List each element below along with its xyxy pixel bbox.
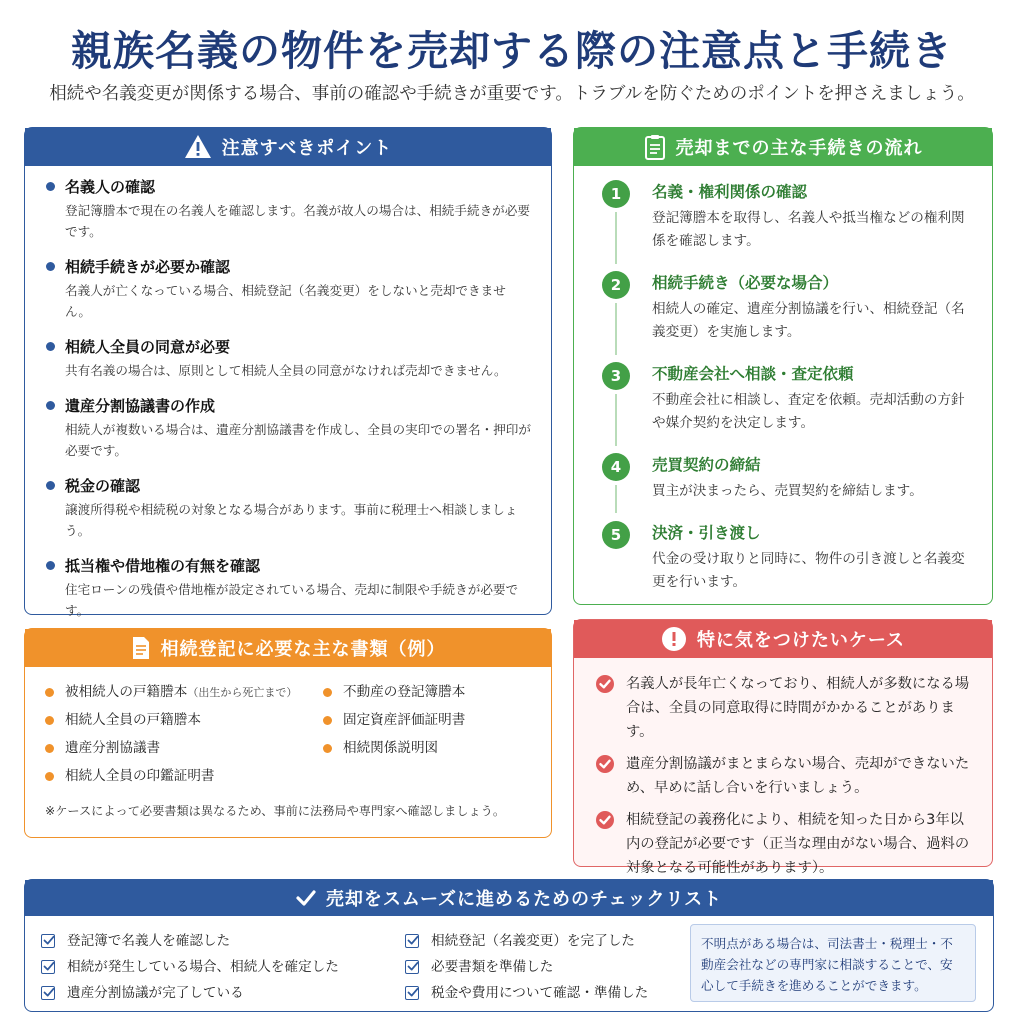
flow-step [602,453,976,503]
point-item [45,475,531,541]
step-connector [615,485,617,513]
bullet-dot [46,401,55,410]
step-connector [615,303,617,355]
step-body: 不動産会社に相談し、査定を依頼。売却活動の方針や媒介契約を決定します。 [652,392,965,431]
point-item [45,256,531,322]
step-number: 1 [602,180,630,208]
checklist-label: 相続登記（名義変更）を完了した [431,933,635,949]
point-title: 相続手続きが必要か確認 [65,258,231,276]
point-body: 登記簿謄本で現在の名義人を確認します。名義が故人の場合は、相続手続きが必要です。 [65,203,530,239]
step-body: 代金の受け取りと同時に、物件の引き渡しと名義変更を行います。 [652,551,965,590]
doc-label: 遺産分割協議書 [65,740,161,756]
cases-panel [573,619,993,876]
case-item [596,808,974,880]
cases-title: 特に気をつけたいケース [696,630,906,651]
doc-item [323,711,543,730]
bullet-dot [323,744,332,753]
docs-list [25,667,551,786]
checklist-column-1 [41,928,339,1006]
step-number: 2 [602,271,630,299]
flow-panel [573,127,993,605]
points-title: 注意すべきポイント [221,138,393,159]
flow-header [574,128,992,166]
point-item [45,555,531,621]
bullet-dot [46,262,55,271]
points-list [25,166,551,621]
checkbox-icon[interactable] [41,986,55,1000]
flow-steps [574,166,992,594]
doc-label-note: （出生から死亡まで） [187,686,298,699]
checklist-panel [24,879,994,1012]
doc-label: 相続人全員の印鑑証明書 [65,768,215,784]
docs-header [25,629,551,667]
bullet-dot [46,481,55,490]
check-circle-icon [596,675,614,693]
step-number: 3 [602,362,630,390]
docs-title: 相続登記に必要な主な書類（例） [160,639,446,660]
points-header [25,128,551,166]
point-title: 税金の確認 [65,477,141,495]
case-item [596,752,974,800]
advice-box: 不明点がある場合は、司法書士・税理士・不動産会社などの専門家に相談することで、安心して手続きを進めることができます。 [690,924,976,1002]
point-item [45,336,531,381]
step-body: 相続人の確定、遺産分割協議を行い、相続登記（名義変更）を実施します。 [652,301,965,340]
doc-item [45,767,323,786]
checklist-column-2 [405,928,648,1006]
cases-header [574,620,992,658]
checklist-label: 遺産分割協議が完了している [67,985,244,1001]
bullet-dot [323,688,332,697]
case-text: 名義人が長年亡くなっており、相続人が多数になる場合は、全員の同意取得に時間がかかることがあります。 [626,676,970,740]
warning-icon [184,134,212,160]
check-circle-icon [596,811,614,829]
step-number: 4 [602,453,630,481]
doc-label: 被相続人の戸籍謄本 [65,684,188,700]
check-icon [296,889,316,907]
step-number: 5 [602,521,630,549]
step-title: 相続手続き（必要な場合） [652,274,839,292]
page-title: 親族名義の物件を売却する際の注意点と手続き [71,27,953,75]
point-body: 名義人が亡くなっている場合、相続登記（名義変更）をしないと売却できません。 [65,283,506,319]
case-text: 遺産分割協議がまとまらない場合、売却ができないため、早めに話し合いを行いましょう。 [626,756,970,796]
point-item [45,176,531,242]
point-body: 住宅ローンの残債や借地権が設定されている場合、売却に制限や手続きが必要です。 [65,582,519,618]
step-title: 名義・権利関係の確認 [652,183,808,201]
step-body: 登記簿謄本を取得し、名義人や抵当権などの権利関係を確認します。 [652,210,965,249]
point-body: 相続人が複数いる場合は、遺産分割協議書を作成し、全員の実印での署名・押印が必要です。 [65,422,531,458]
point-item [45,395,531,461]
checkbox-icon[interactable] [405,960,419,974]
doc-item [45,739,323,758]
doc-label: 相続人全員の戸籍謄本 [65,712,201,728]
bullet-dot [45,744,54,753]
checklist-label: 必要書類を準備した [431,959,554,975]
point-title: 抵当権や借地権の有無を確認 [65,557,261,575]
flow-step [602,362,976,435]
case-item [596,672,974,744]
bullet-dot [46,342,55,351]
case-text: 相続登記の義務化により、相続を知った日から3年以内の登記が必要です（正当な理由がない場合、過料の対象となる可能性があります）。 [626,812,970,876]
bullet-dot [46,561,55,570]
checklist-label: 登記簿で名義人を確認した [67,933,231,949]
docs-panel [24,628,552,838]
checklist-item[interactable] [41,980,339,1006]
doc-item [323,739,543,758]
flow-title: 売却までの主な手続きの流れ [675,138,923,159]
step-title: 不動産会社へ相談・査定依頼 [652,365,854,383]
points-panel [24,127,552,618]
checklist-item[interactable] [41,954,339,980]
flow-step [602,180,976,253]
point-body: 共有名義の場合は、原則として相続人全員の同意がなければ売却できません。 [65,363,507,378]
checklist-item[interactable] [405,954,648,980]
checkbox-icon[interactable] [405,934,419,948]
step-body: 買主が決まったら、売買契約を締結します。 [652,483,923,499]
doc-label: 固定資産評価証明書 [343,712,466,728]
point-title: 名義人の確認 [65,178,156,196]
doc-label: 不動産の登記簿謄本 [343,684,466,700]
point-title: 相続人全員の同意が必要 [65,338,231,356]
checklist-header [25,880,993,916]
step-title: 決済・引き渡し [652,524,761,542]
checkbox-icon[interactable] [405,986,419,1000]
checklist-label: 相続が発生している場合、相続人を確定した [67,959,339,975]
checklist-item[interactable] [405,980,648,1006]
checkbox-icon[interactable] [41,960,55,974]
exclamation-icon [661,626,687,652]
checklist-item[interactable] [41,928,339,954]
point-title: 遺産分割協議書の作成 [65,397,216,415]
cases-list [574,658,992,880]
checklist-item[interactable] [405,928,648,954]
step-title: 売買契約の締結 [652,456,761,474]
bullet-dot [45,688,54,697]
bullet-dot [45,716,54,725]
flow-step [602,521,976,594]
checklist-title: 売却をスムーズに進めるためのチェックリスト [325,889,723,910]
clipboard-icon [644,134,666,160]
point-body: 譲渡所得税や相続税の対象となる場合があります。事前に税理士へ相談しましょう。 [65,502,518,538]
bullet-dot [323,716,332,725]
flow-step [602,271,976,344]
doc-item [45,683,323,702]
page-subtitle: 相続や名義変更が関係する場合、事前の確認や手続きが重要です。トラブルを防ぐためのポイントを押さえましょう。 [49,84,975,104]
step-connector [615,394,617,446]
document-icon [131,636,151,660]
checklist-label: 税金や費用について確認・準備した [431,985,649,1001]
bullet-dot [46,182,55,191]
bullet-dot [45,772,54,781]
doc-item [323,683,543,702]
checkbox-icon[interactable] [41,934,55,948]
doc-label: 相続関係説明図 [343,740,439,756]
check-circle-icon [596,755,614,773]
step-connector [615,212,617,264]
doc-item [45,711,323,730]
docs-note: ※ケースによって必要書類は異なるため、事前に法務局や専門家へ確認しましょう。 [45,804,506,818]
